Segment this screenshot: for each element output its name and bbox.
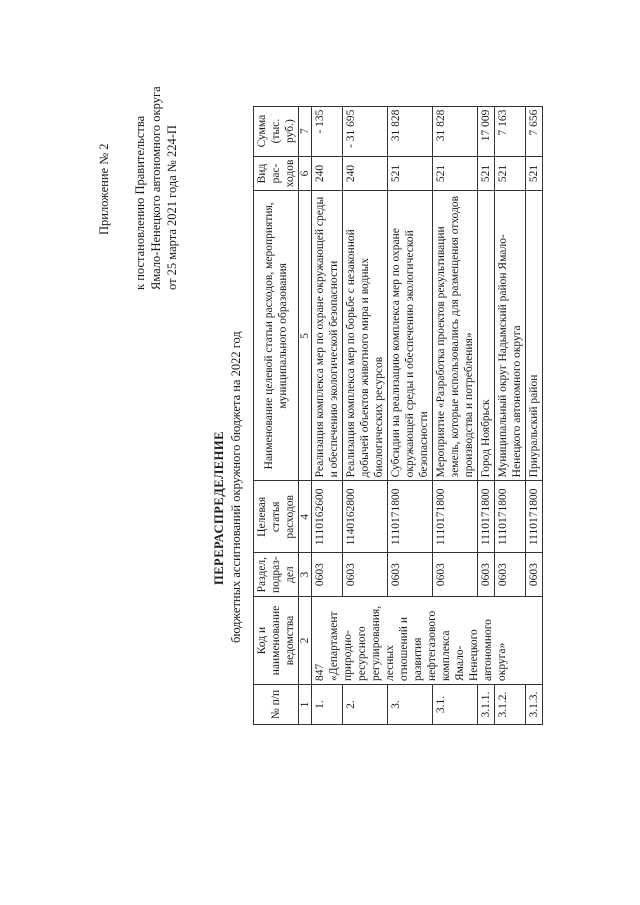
budget-table: [253, 106, 543, 725]
appendix-label: Приложение № 2: [97, 143, 111, 235]
row-sum: 31 828: [388, 106, 433, 156]
row-section: 0603: [526, 553, 543, 597]
col-number: 5: [299, 191, 312, 481]
row-target: 1110171800: [526, 481, 543, 553]
row-name: Город Ноябрьск: [478, 191, 495, 481]
col-number: 4: [299, 481, 312, 553]
row-num: 3.: [388, 685, 433, 725]
row-name: Муниципальный округ Надымский район Ямало-Ненецкого автономного округа: [495, 191, 526, 481]
row-section: 0603: [312, 553, 343, 597]
document-title: ПЕРЕРАСПРЕДЕЛЕНИЕ: [212, 431, 226, 585]
header-name: Наименование целевой статьи расходов, мероприятия, муниципального образования: [254, 191, 299, 481]
col-number: 1: [299, 685, 312, 725]
row-section: 0603: [343, 553, 388, 597]
col-number: 2: [299, 597, 312, 685]
row-name: Реализация комплекса мер по охране окружающей среды и обеспечению экологической безопасности: [312, 191, 343, 481]
row-target: 1140162800: [343, 481, 388, 553]
row-target: 1110162600: [312, 481, 343, 553]
resolution-line-3: от 25 марта 2021 года № 224-П: [165, 125, 179, 290]
row-num: 3.1.: [433, 685, 478, 725]
row-sum: - 135: [312, 106, 343, 156]
col-number: 7: [299, 106, 312, 156]
row-num: 3.1.3.: [526, 685, 543, 725]
row-num: 1.: [312, 685, 343, 725]
row-num: 3.1.1.: [478, 685, 495, 725]
header-dept: Код и наименование ведомства: [254, 597, 299, 685]
resolution-line-2: Ямало-Ненецкого автономного округа: [149, 86, 163, 290]
row-sum: 31 828: [433, 106, 478, 156]
dept-cell: 847 «Департамент природно-ресурсного регулирования, лесных отношений и развития нефтегазового комплекса Ямало-Ненецкого автономного округа»: [312, 597, 543, 685]
row-section: 0603: [478, 553, 495, 597]
header-sum: Сумма (тыс. руб.): [254, 106, 299, 156]
table-row: [312, 106, 343, 724]
header-section: Раздел, подраз-дел: [254, 553, 299, 597]
row-vid: 521: [388, 156, 433, 191]
document-subtitle: бюджетных ассигнований окружного бюджета на 2022 год: [229, 331, 243, 643]
row-vid: 521: [526, 156, 543, 191]
row-target: 1110171800: [495, 481, 526, 553]
resolution-line-1: к постановлению Правительства: [133, 115, 147, 290]
row-vid: 521: [433, 156, 478, 191]
row-name: Приуральский район: [526, 191, 543, 481]
header-num: № п/п: [254, 685, 299, 725]
row-vid: 240: [343, 156, 388, 191]
row-target: 1110171800: [433, 481, 478, 553]
header-row: [254, 106, 299, 724]
row-num: 3.1.2.: [495, 685, 526, 725]
row-vid: 521: [495, 156, 526, 191]
row-sum: - 31 695: [343, 106, 388, 156]
row-num: 2.: [343, 685, 388, 725]
column-number-row: [299, 106, 312, 724]
header-vid: Вид рас-ходов: [254, 156, 299, 191]
row-vid: 240: [312, 156, 343, 191]
col-number: 3: [299, 553, 312, 597]
header-target: Целевая статья расходов: [254, 481, 299, 553]
row-target: 1110171800: [388, 481, 433, 553]
row-section: 0603: [388, 553, 433, 597]
row-sum: 7 163: [495, 106, 526, 156]
row-name: Реализация комплекса мер по борьбе с незаконной добычей объектов животного мира и водных биологических ресурсов: [343, 191, 388, 481]
row-section: 0603: [495, 553, 526, 597]
row-name: Субсидии на реализацию комплекса мер по охране окружающей среды и обеспечению экологической безопасности: [388, 191, 433, 481]
row-name: Мероприятие «Разработка проектов рекультивации земель, которые использовались для размещения отходов производства и потребления»: [433, 191, 478, 481]
row-target: 1110171800: [478, 481, 495, 553]
row-section: 0603: [433, 553, 478, 597]
row-vid: 521: [478, 156, 495, 191]
row-sum: 7 656: [526, 106, 543, 156]
col-number: 6: [299, 156, 312, 191]
row-sum: 17 009: [478, 106, 495, 156]
